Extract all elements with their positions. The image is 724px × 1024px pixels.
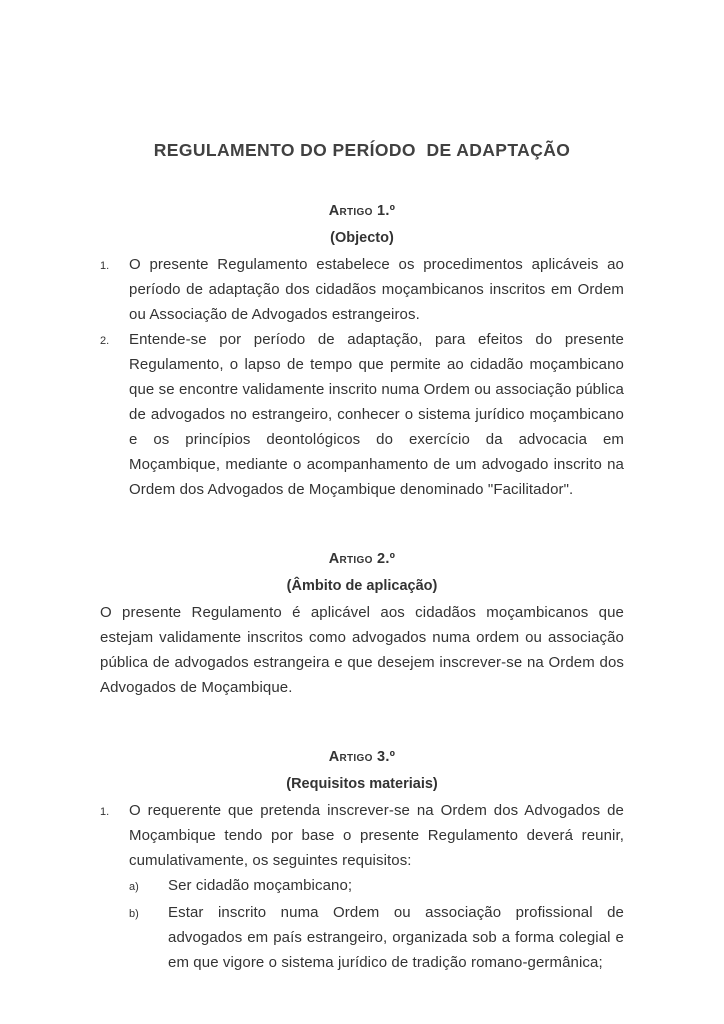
list-item-1 [100, 252, 624, 327]
list-item-2-number: 2. [100, 335, 110, 347]
sub-item-b-marker: b) [129, 908, 139, 920]
article-1 [100, 198, 624, 502]
list-item-1-number: 1. [100, 260, 110, 272]
list-item-1 [100, 798, 624, 873]
article-3-lettered-list [129, 873, 624, 975]
sub-item-a-marker: a) [129, 881, 139, 893]
article-2 [100, 546, 624, 700]
article-2-body: O presente Regulamento é aplicável aos cidadãos moçambicanos que estejam validamente inscritos como advogados numa ordem ou associação pública de advogados estrangeira e que desejem inscrever-se na Ordem dos Advogados de Moçambique. [100, 604, 624, 696]
sub-item-a [129, 873, 624, 900]
list-item-1-text: O requerente que pretenda inscrever-se na Ordem dos Advogados de Moçambique tendo por base o presente Regulamento deverá reunir, cumulativamente, os seguintes requisitos: [129, 802, 624, 869]
article-3-numbered-list [100, 798, 624, 873]
sub-item-b [129, 900, 624, 975]
list-item-2-text: Entende-se por período de adaptação, para efeitos do presente Regulamento, o lapso de tempo que permite ao cidadão moçambicano que se encontre validamente inscrito numa Ordem ou associação pública de advogados no estrangeiro, conhecer o sistema jurídico moçambicano e os princípios deontológicos do exercício da advocacia em Moçambique, mediante o acompanhamento de um advogado inscrito na Ordem dos Advogados de Moçambique denominado "Facilitador". [129, 331, 624, 498]
list-item-1-text: O presente Regulamento estabelece os procedimentos aplicáveis ao período de adaptação dos cidadãos moçambicanos inscritos em Ordem ou Associação de Advogados estrangeiros. [129, 256, 624, 323]
article-3 [100, 744, 624, 975]
list-item-2 [100, 327, 624, 502]
article-1-subheading: (Objecto) [330, 230, 394, 246]
article-2-heading: Artigo 2.º [328, 551, 396, 567]
article-1-numbered-list [100, 252, 624, 502]
article-1-heading: Artigo 1.º [328, 203, 396, 219]
article-3-heading: Artigo 3.º [328, 749, 396, 765]
sub-item-b-text: Estar inscrito numa Ordem ou associação profissional de advogados em país estrangeiro, organizada sob a forma colegial e em que vigore o sistema jurídico de tradição romano-germânica; [168, 904, 624, 971]
article-2-subheading: (Âmbito de aplicação) [286, 578, 438, 594]
article-3-subheading: (Requisitos materiais) [286, 776, 438, 792]
document-title: REGULAMENTO DO PERÍODO DE ADAPTAÇÃO [153, 140, 571, 160]
list-item-1-number: 1. [100, 806, 110, 818]
sub-item-a-text: Ser cidadão moçambicano; [168, 877, 353, 894]
